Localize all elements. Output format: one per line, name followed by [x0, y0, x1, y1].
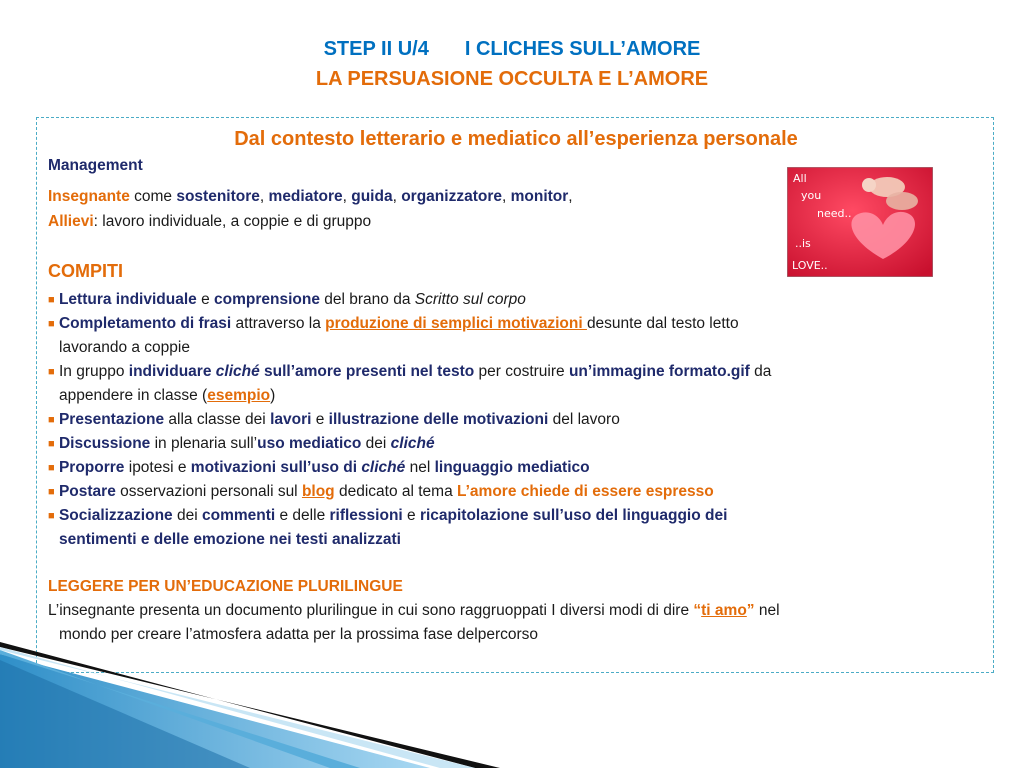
insegnante-line: Insegnante come sostenitore, mediatore, guida, organizzatore, monitor,: [48, 188, 573, 205]
content-subtitle: Dal contesto letterario e mediatico all’esperienza personale: [234, 128, 798, 150]
slide-title-line1: [0, 38, 1024, 61]
task-item-continued: appendere in classe (esempio): [59, 387, 276, 404]
compiti-heading: COMPITI: [48, 261, 123, 281]
esempio-link[interactable]: esempio: [207, 387, 271, 404]
task-item: ■ In gruppo individuare cliché sull’amore presenti nel testo per costruire un’immagine formato.gif da: [48, 363, 772, 380]
allievi-line: Allievi: lavoro individuale, a coppie e di gruppo: [48, 213, 372, 230]
leggere-text: L’insegnante presenta un documento plurilingue in cui sono raggruoppati I diversi modi di dire “ti amo” nel: [48, 602, 780, 619]
image-text: All: [793, 172, 807, 185]
task-item: ■ Socializzazione dei commenti e delle riflessioni e ricapitolazione sull’uso del linguaggio dei: [48, 507, 728, 524]
task-item: ■ Completamento di frasi attraverso la produzione di semplici motivazioni desunte dal testo letto: [48, 315, 739, 332]
leggere-heading: LEGGERE PER UN’EDUCAZIONE PLURILINGUE: [48, 578, 403, 595]
blog-link[interactable]: blog: [301, 483, 335, 500]
task-item: ■ Discussione in plenaria sull’uso mediatico dei cliché: [48, 435, 435, 452]
leggere-text-continued: mondo per creare l’atmosfera adatta per la prossima fase delpercorso: [59, 626, 539, 643]
task-item: ■ Proporre ipotesi e motivazioni sull’uso di cliché nel linguaggio mediatico: [48, 459, 590, 476]
task-item: ■ Postare osservazioni personali sul blog dedicato al tema L’amore chiede di essere espresso: [48, 483, 714, 500]
image-text: you: [801, 189, 822, 202]
motivazioni-link[interactable]: produzione di semplici motivazioni: [325, 315, 587, 332]
step-label: STEP II U/4: [323, 38, 429, 60]
love-image: [787, 167, 933, 277]
decorative-swoosh: [0, 640, 1024, 768]
topic-label: I CLICHES SULL’AMORE: [464, 38, 701, 60]
slide-title-line2: LA PERSUASIONE OCCULTA E L’AMORE: [315, 68, 709, 90]
task-item-continued: lavorando a coppie: [59, 339, 190, 356]
task-item-continued: sentimenti e delle emozione nei testi analizzati: [59, 531, 401, 548]
management-heading: Management: [48, 157, 143, 174]
task-item: ■ Presentazione alla classe dei lavori e illustrazione delle motivazioni del lavoro: [48, 411, 620, 428]
task-item: ■ Lettura individuale e comprensione del brano da Scritto sul corpo: [48, 291, 526, 308]
ti-amo-link[interactable]: ti amo: [701, 602, 747, 619]
image-text: need..: [817, 207, 852, 220]
image-text: LOVE..: [792, 259, 828, 272]
image-text: ..is: [795, 237, 811, 250]
